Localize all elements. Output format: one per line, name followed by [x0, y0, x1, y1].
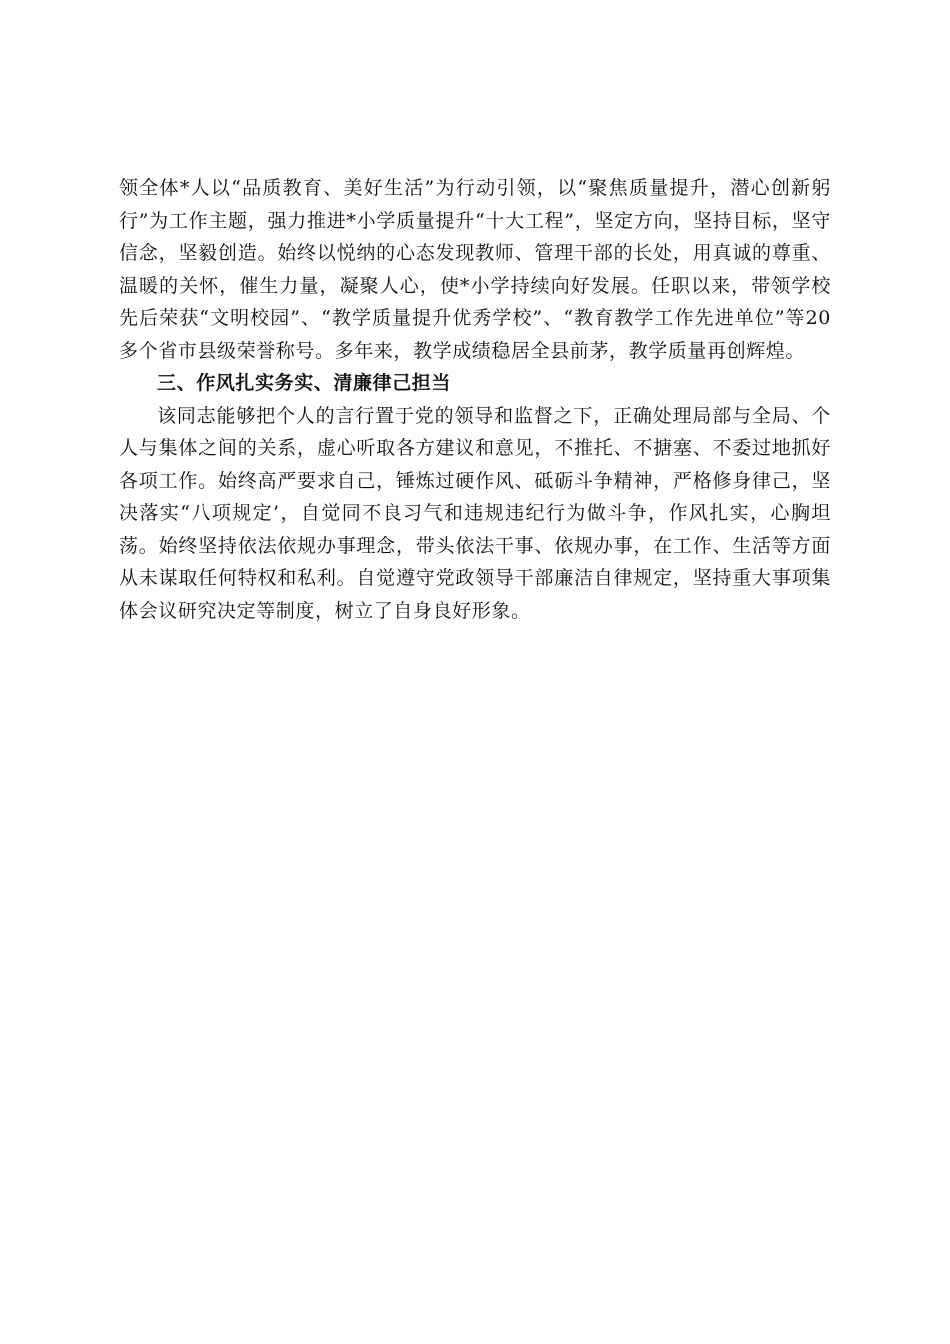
paragraph-section-3: 该同志能够把个人的言行置于党的领导和监督之下，正确处理局部与全局、个人与集体之间的关系，虚心听取各方建议和意见，不推托、不搪塞、不委过地抓好各项工作。始终高严要求自己，锤炼过硬作风、砥砺斗争精神，严格修身律己，坚决落实“八项规定’，自觉同不良习气和违规违纪行为做斗争，作风扎实，心胸坦荡。始终坚持依法依规办事理念，带头依法干事、依规办事，在工作、生活等方面从未谋取任何特权和私利。自觉遵守党政领导干部廉洁自律规定，坚持重大事项集体会议研究决定等制度，树立了自身良好形象。	[119, 404, 831, 622]
document-page	[119, 172, 831, 627]
section-heading-3: 三、作风扎实务实、清廉律己担当	[157, 372, 452, 394]
paragraph-continued: 领全体*人以“品质教育、美好生活”为行动引领，以“聚焦质量提升，潜心创新躬行”为工作主题，强力推进*小学质量提升“十大工程”，坚定方向，坚持目标，坚守信念，坚毅创造。始终以悦纳的心态发现教师、管理干部的长处，用真诚的尊重、温暖的关怀，催生力量，凝聚人心，使*小学持续向好发展。任职以来，带领学校先后荣获“文明校园”、“教学质量提升优秀学校”、“教育教学工作先进单位”等20多个省市县级荣誉称号。多年来，教学成绩稳居全县前茅，教学质量再创辉煌。	[119, 177, 831, 362]
